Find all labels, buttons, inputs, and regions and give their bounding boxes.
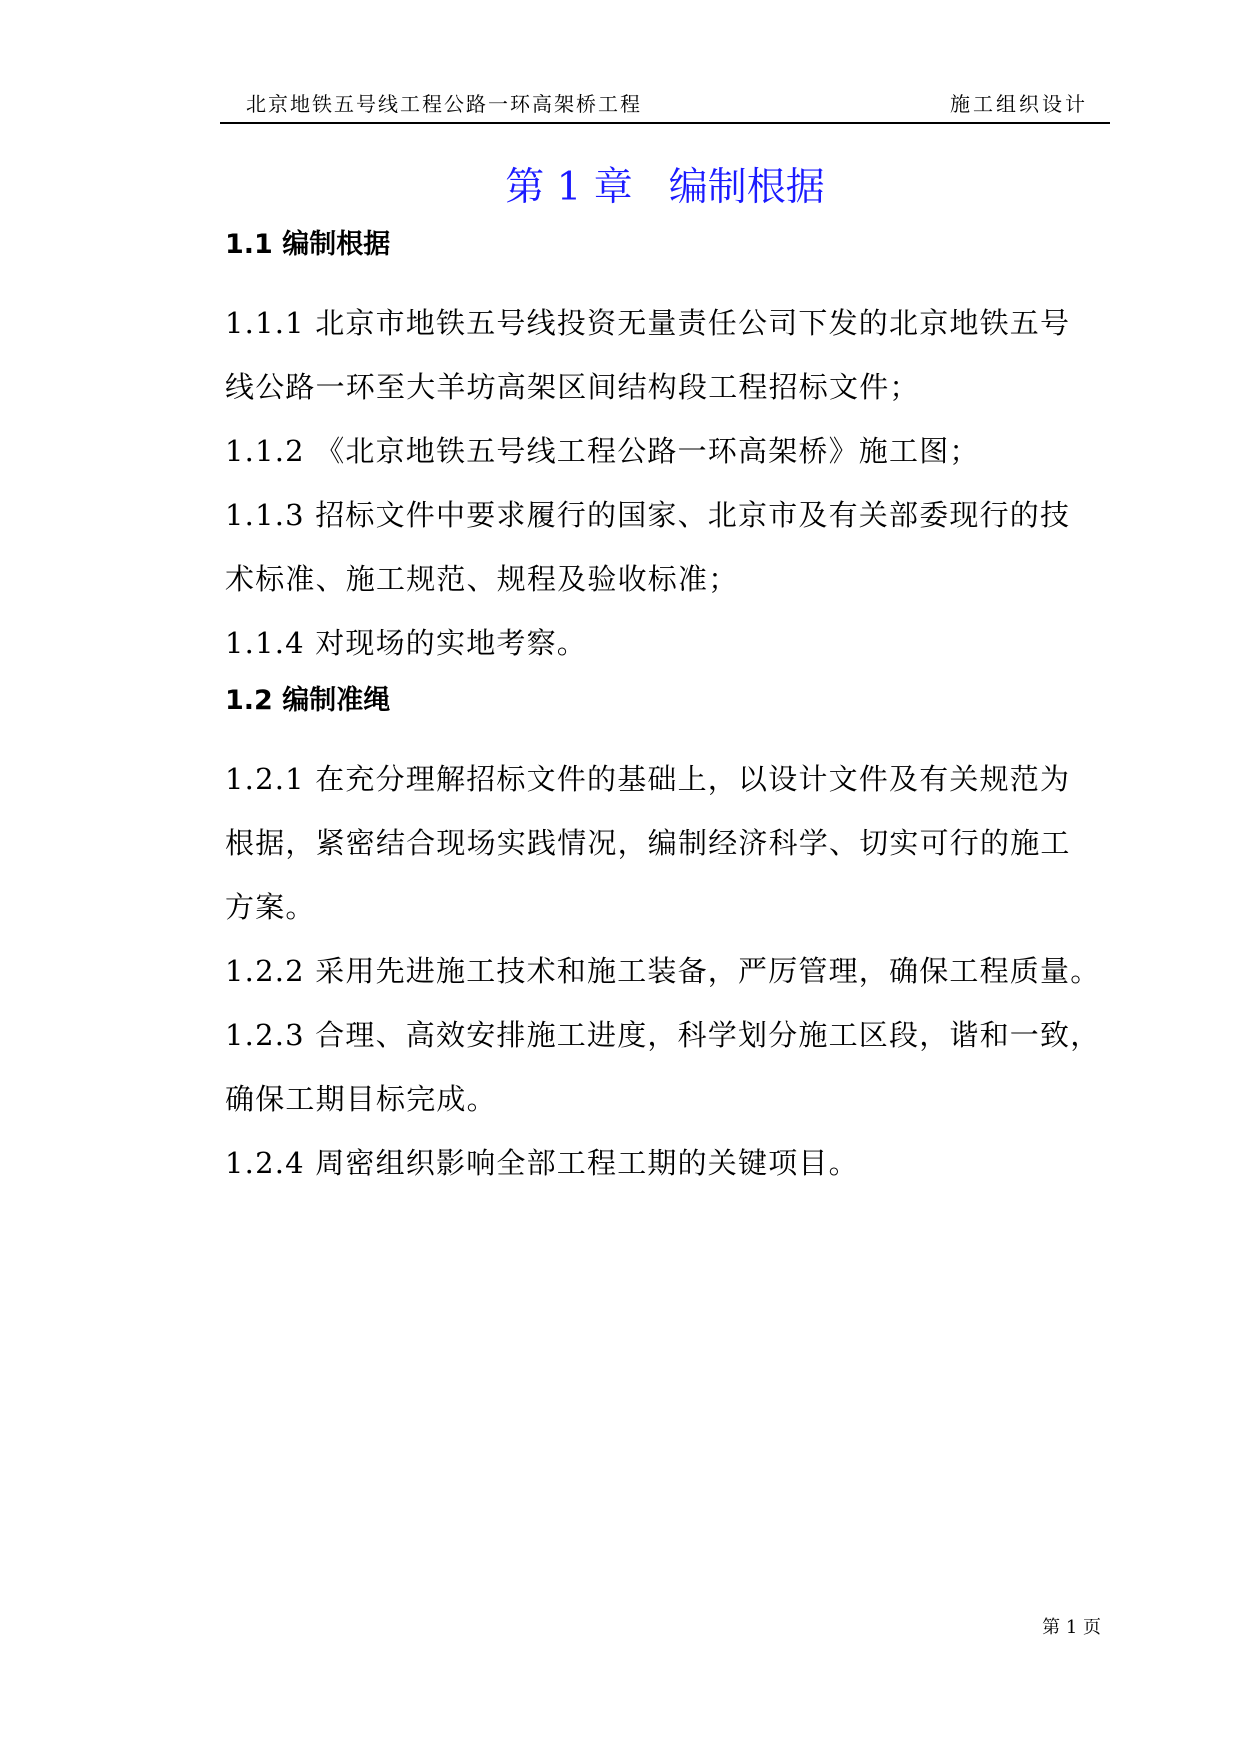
- clause-line: 根据，紧密结合现场实践情况，编制经济科学、切实可行的施工: [225, 826, 1071, 860]
- header-project-title: 北京地铁五号线工程公路一环高架桥工程: [246, 92, 642, 116]
- clause-line: 1.1.3 招标文件中要求履行的国家、北京市及有关部委现行的技: [225, 498, 1071, 532]
- clause-paragraph: [225, 747, 1110, 939]
- page-header: [220, 84, 1110, 124]
- section-heading: 1.2 编制准绳: [225, 685, 391, 716]
- section-heading: 1.1 编制根据: [225, 229, 391, 260]
- clause-paragraph: [225, 419, 1110, 483]
- chapter-number: 第 1 章: [505, 165, 633, 210]
- clause-paragraph: [225, 1003, 1110, 1131]
- clause-line: 术标准、施工规范、规程及验收标准；: [225, 562, 739, 596]
- clause-line: 1.1.1 北京市地铁五号线投资无量责任公司下发的北京地铁五号: [225, 306, 1071, 340]
- header-document-type: 施工组织设计: [950, 92, 1088, 116]
- clause-line: 1.1.2 《北京地铁五号线工程公路一环高架桥》施工图；: [225, 434, 980, 468]
- clause-line: 确保工期目标完成。: [225, 1082, 497, 1116]
- clause-paragraph: [225, 939, 1110, 1003]
- clause-paragraph: [225, 483, 1110, 611]
- clause-paragraph: [225, 611, 1110, 675]
- document-body: [225, 227, 1110, 1195]
- clause-line: 方案。: [225, 890, 316, 924]
- clause-paragraph: [225, 1131, 1110, 1195]
- chapter-name: 编制根据: [668, 165, 825, 210]
- page-number: 第 1 页: [1042, 1617, 1101, 1638]
- chapter-title: [220, 156, 1110, 212]
- clause-line: 1.2.3 合理、高效安排施工进度，科学划分施工区段，谐和一致，: [225, 1018, 1101, 1052]
- clause-line: 1.2.1 在充分理解招标文件的基础上，以设计文件及有关规范为: [225, 762, 1071, 796]
- clause-line: 线公路一环至大羊坊高架区间结构段工程招标文件；: [225, 370, 920, 404]
- clause-line: 1.2.2 采用先进施工技术和施工装备，严厉管理，确保工程质量。: [225, 954, 1101, 988]
- clause-paragraph: [225, 291, 1110, 419]
- clause-line: 1.1.4 对现场的实地考察。: [225, 626, 588, 660]
- clause-line: 1.2.4 周密组织影响全部工程工期的关键项目。: [225, 1146, 859, 1180]
